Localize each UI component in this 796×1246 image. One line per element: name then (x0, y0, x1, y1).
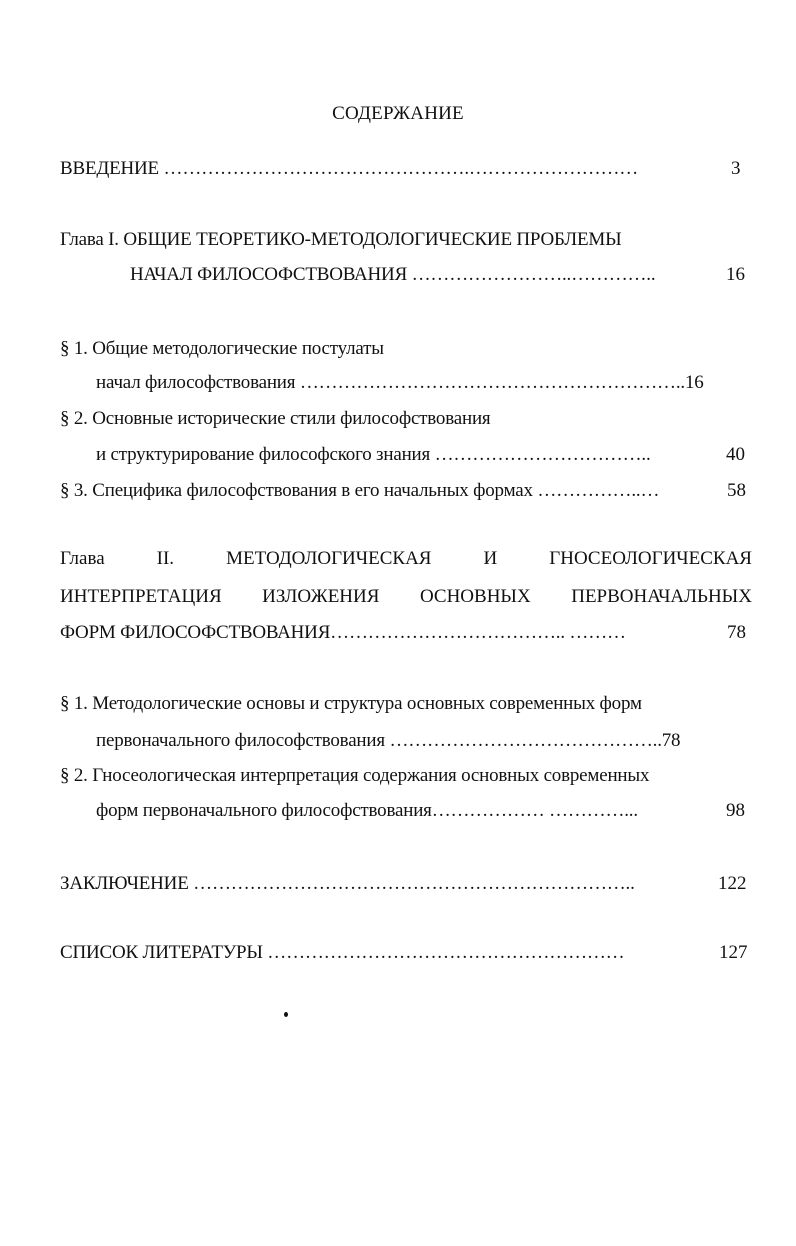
chapter-2-title (60, 547, 752, 571)
chapter-2-title-end: ФОРМ ФИЛОСОФСТВОВАНИЯ……………………………….. ……… (60, 622, 626, 643)
toc-references-page: 127 (719, 942, 748, 963)
toc-conclusion: ЗАКЛЮЧЕНИЕ …………………………………………………………….. (60, 873, 635, 894)
ch2-word: ГНОСЕОЛОГИЧЕСКАЯ (549, 548, 752, 569)
ch2-section-1-cont: первоначального философствования ……………………………………..78 (96, 730, 681, 751)
chapter-2-page: 78 (727, 622, 746, 643)
ch2-word: ИНТЕРПРЕТАЦИЯ (60, 586, 222, 607)
ch1-section-2-page: 40 (726, 444, 745, 465)
chapter-1-page: 16 (726, 264, 745, 285)
chapter-2-title-cont (60, 585, 752, 609)
toc-intro: ВВЕДЕНИЕ ………………………………………….……………………… (60, 158, 643, 179)
ch1-section-3: § 3. Специфика философствования в его начальных формах ……………..… (60, 480, 660, 501)
stray-dot-mark (284, 1012, 288, 1017)
chapter-1-title: Глава I. ОБЩИЕ ТЕОРЕТИКО-МЕТОДОЛОГИЧЕСКИЕ ПРОБЛЕМЫ (60, 229, 622, 250)
ch2-section-1: § 1. Методологические основы и структура основных современных форм (60, 693, 642, 714)
ch1-section-1: § 1. Общие методологические постулаты (60, 338, 384, 359)
ch1-section-3-page: 58 (727, 480, 746, 501)
ch2-word: И (483, 548, 498, 569)
ch1-section-2-cont: и структурирование философского знания …………………………….. (96, 444, 651, 465)
toc-intro-page: 3 (731, 158, 741, 179)
ch1-section-2: § 2. Основные исторические стили философствования (60, 408, 491, 429)
toc-conclusion-page: 122 (718, 873, 747, 894)
ch2-word: ПЕРВОНАЧАЛЬНЫХ (571, 586, 752, 607)
ch2-word: II. (156, 548, 175, 569)
ch2-word: ОСНОВНЫХ (419, 586, 531, 607)
ch2-section-2-page: 98 (726, 800, 745, 821)
ch2-section-2-cont: форм первоначального философствования……………… …………... (96, 800, 638, 821)
ch2-word: ИЗЛОЖЕНИЯ (262, 586, 380, 607)
chapter-1-title-cont: НАЧАЛ ФИЛОСОФСТВОВАНИЯ ……………………..………….. (130, 264, 656, 285)
ch2-word: Глава (60, 548, 105, 569)
page-title: СОДЕРЖАНИЕ (332, 103, 464, 124)
ch2-section-2: § 2. Гносеологическая интерпретация содержания основных современных (60, 765, 650, 786)
ch2-word: МЕТОДОЛОГИЧЕСКАЯ (226, 548, 432, 569)
toc-references: СПИСОК ЛИТЕРАТУРЫ ………………………………………………… (60, 942, 625, 963)
ch1-section-1-cont: начал философствования ……………………………………………………..16 (96, 372, 704, 393)
